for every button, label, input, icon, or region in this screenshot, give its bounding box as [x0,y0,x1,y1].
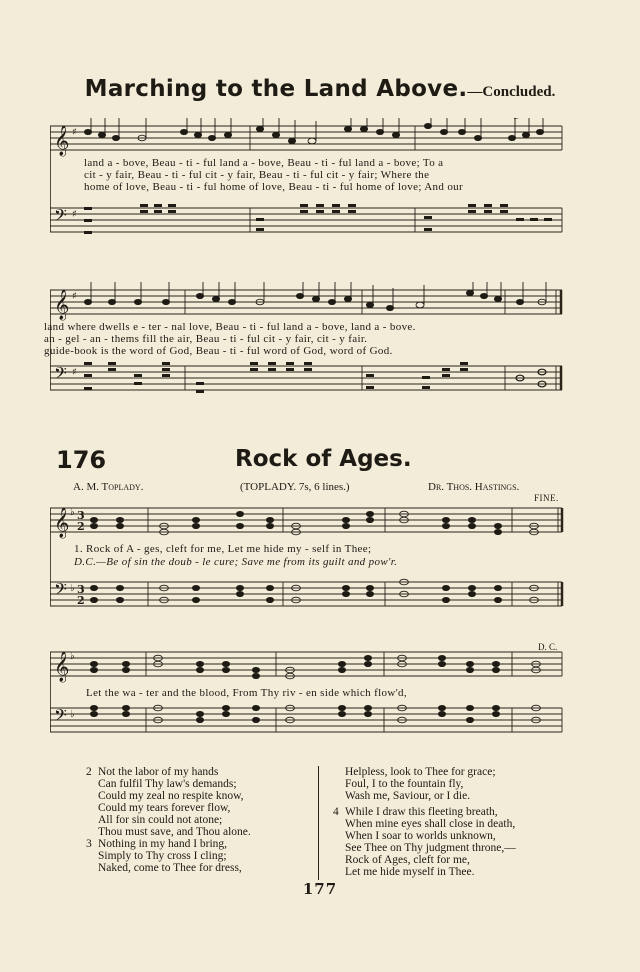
page-number: 177 [302,880,338,898]
svg-text:𝄞: 𝄞 [54,508,70,538]
verse-line: Helpless, look to Thee for grace; [345,766,496,778]
svg-text:♯: ♯ [72,127,77,138]
verse-3-continued [333,766,496,802]
verse-line: Not the labor of my hands [98,766,219,778]
svg-text:3: 3 [77,509,85,522]
lyric-line-3: guide-book is the word of God, Beau - ti - ful word of God, word of God. [44,345,393,357]
verse-line: When I soar to worlds unknown, [345,830,496,842]
verse-3 [86,838,242,874]
hymn-title: Rock of Ages. [235,446,412,472]
hymn-175-subtitle: —Concluded. [467,84,556,100]
verse-line: Rock of Ages, cleft for me, [345,854,470,866]
lyric-line-2: cit - y fair, Beau - ti - ful cit - y fair, Beau - ti - ful cit - y fair; Where the [84,169,430,181]
lyric-line-3: home of love, Beau - ti - ful home of love, Beau - ti - ful home of love; And our [84,181,464,193]
column-divider [318,766,319,880]
fine-mark: FINE. [534,493,559,503]
svg-text:♯: ♯ [72,367,77,378]
svg-text:♭: ♭ [70,583,75,594]
svg-text:♭: ♭ [70,507,75,518]
lyric-line-1: land a - bove, Beau - ti - ful land a - bove, Beau - ti - ful land a - bove; To a [84,157,444,169]
hymn-number: 176 [56,446,107,474]
svg-text:𝄞: 𝄞 [54,652,70,682]
hymn-175-system-2 [44,282,565,408]
svg-text:𝄢: 𝄢 [54,705,67,729]
svg-text:𝄢: 𝄢 [54,363,67,387]
svg-text:𝄞: 𝄞 [54,126,70,156]
verse-line: Simply to Thy cross I cling; [98,850,227,862]
verse-line: Could my tears forever flow, [98,802,231,814]
verse-number: 3 [86,838,92,850]
hymn-175-system-1 [50,118,565,248]
lyric-line-1: 1. Rock of A - ges, cleft for me, Let me hide my - self in Thee; [74,543,372,555]
verse-line: While I draw this fleeting breath, [345,806,498,818]
verse-line: Can fulfil Thy law's demands; [98,778,237,790]
hymn-175-title-text: Marching to the Land Above. [84,76,468,102]
svg-text:2: 2 [77,520,85,533]
dc-mark: D. C. [538,642,558,652]
lyric-line-dc: D.C.—Be of sin the doub - le cure; Save me from its guilt and pow'r. [74,556,398,568]
verse-line: See Thee on Thy judgment throne,— [345,842,516,854]
verse-number: 4 [333,806,339,818]
verse-4 [333,806,516,878]
svg-text:♯: ♯ [72,209,77,220]
author-credit: A. M. Toplady. [73,481,144,493]
verse-line: Wash me, Saviour, or I die. [345,790,471,802]
verse-line: When mine eyes shall close in death, [345,818,516,830]
svg-text:𝄢: 𝄢 [54,579,67,603]
verse-line: Could my zeal no respite know, [98,790,244,802]
svg-text:2: 2 [77,594,85,607]
verse-line: Thou must save, and Thou alone. [98,826,251,838]
lyric-line-1: land where dwells e - ter - nal love, Beau - ti - ful land a - bove, land a - bove. [44,321,416,333]
verse-line: Nothing in my hand I bring, [98,838,228,850]
verse-2 [86,766,251,838]
verse-number: 2 [86,766,92,778]
svg-text:𝄢: 𝄢 [54,205,67,229]
svg-text:♯: ♯ [72,291,77,302]
svg-text:3: 3 [77,583,85,596]
svg-text:♭: ♭ [70,709,75,720]
hymn-176-system-2 [50,644,565,744]
lyric-line-1: Let the wa - ter and the blood, From Thy riv - en side which flow'd, [86,687,407,699]
tune-meter: (TOPLADY. 7s, 6 lines.) [240,481,350,493]
svg-text:𝄞: 𝄞 [54,290,70,320]
verse-line: Foul, I to the fountain fly, [345,778,464,790]
verse-line: Naked, come to Thee for dress, [98,862,242,874]
lyric-line-2: an - gel - an - thems fill the air, Beau - ti - ful cit - y fair, cit - y fair. [44,333,368,345]
verse-line: Let me hide myself in Thee. [345,866,475,878]
hymn-175-title [0,76,640,102]
composer-credit: Dr. Thos. Hastings. [428,481,520,493]
verse-line: All for sin could not atone; [98,814,223,826]
hymn-176-system-1 [50,500,565,614]
svg-text:♭: ♭ [70,651,75,662]
